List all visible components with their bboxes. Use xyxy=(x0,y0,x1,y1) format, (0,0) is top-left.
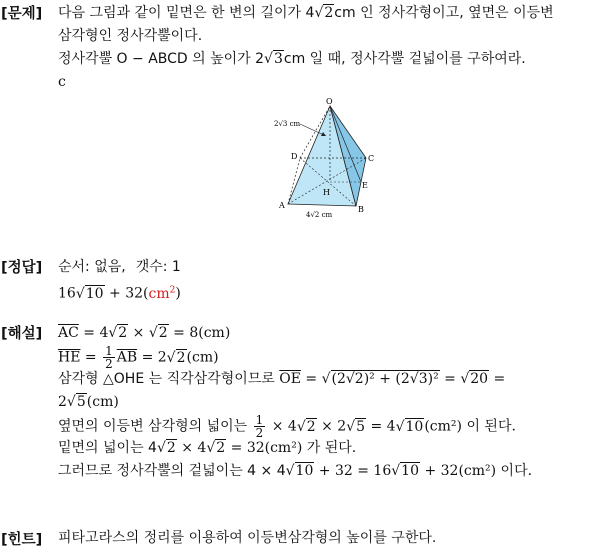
solution-line-2: $\overline{HE}$ = $\frac{1}{2}$ $\overline{AB} = 2√2(cm)$ xyxy=(58,344,219,371)
problem-line-3: 정사각뿔 O − ABCD 의 높이가 2√3cm 일 때, 정사각뿔 겉넓이를 구하여라. xyxy=(58,51,526,67)
solution-line-3: 삼각형 △OHE 는 직각삼각형이므로 $\overline{OE} = √(2√2)^2 + (2√3)^2 = √20$ = xyxy=(58,371,506,387)
label-o: O xyxy=(326,97,333,106)
label-height: 2√3 cm xyxy=(274,120,301,128)
problem-line-1: 다음 그림과 같이 밑면은 한 변의 길이가 4√2cm 인 정사각형이고, 옆면은 이등변 xyxy=(58,5,554,21)
pyramid-figure xyxy=(270,96,380,220)
answer-meta: 순서: 없음, 갯수: 1 xyxy=(58,259,181,275)
solution-content xyxy=(58,322,588,483)
label-h: H xyxy=(323,188,330,197)
label-e: E xyxy=(362,181,368,190)
label-a: A xyxy=(279,201,285,210)
answer-content xyxy=(58,256,588,302)
hint-tag: [힌트] xyxy=(1,532,43,548)
solution-line-5: 옆면의 이등변 삼각형의 넓이는 $\frac{1}{2}$ × 4√2 × 2√5 = 4√10(cm²) 이 된다. xyxy=(58,413,516,440)
solution-line-7: 그러므로 정사각뿔의 겉넓이는 4 × 4√10 + 32 = 16√10 + 32(cm²) 이다. xyxy=(58,463,533,479)
solution-tag: [해설] xyxy=(1,326,43,342)
answer-expression: $16√10 + 32(cm^2)$ xyxy=(58,285,181,302)
label-d: D xyxy=(291,152,298,161)
label-b: B xyxy=(358,205,364,214)
problem-line-4: c xyxy=(58,74,66,90)
answer-unit: $cm^2$ xyxy=(148,285,176,302)
problem-line-2: 삼각형인 정사각뿔이다. xyxy=(58,28,203,44)
solution-line-6: 밑면의 넓이는 4√2 × 4√2 = 32(cm²) 가 된다. xyxy=(58,440,357,456)
problem-content xyxy=(58,2,588,94)
hint-content xyxy=(58,528,588,548)
problem-tag: [문제] xyxy=(1,6,43,22)
solution-line-1: $\overline{AC} = 4√2 \times √2 = 8(cm)$ xyxy=(58,325,231,341)
label-base: 4√2 cm xyxy=(306,211,333,219)
answer-tag: [정답] xyxy=(1,260,43,276)
label-c: C xyxy=(368,154,375,163)
hint-text: 피타고라스의 정리를 이용하여 이등변삼각형의 높이를 구한다. xyxy=(58,530,437,546)
solution-line-4: 2√5(cm) xyxy=(58,394,119,410)
